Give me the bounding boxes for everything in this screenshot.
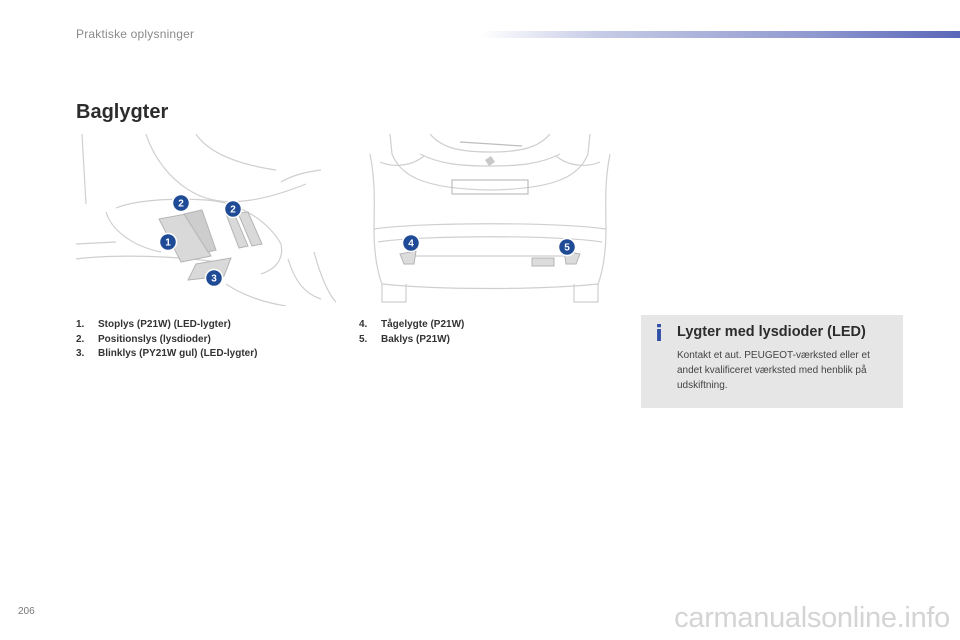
callout-5 — [559, 239, 576, 256]
list-item: 3. Blinklys (PY21W gul) (LED-lygter) — [76, 348, 258, 359]
list-item: 2. Positionslys (lysdioder) — [76, 333, 211, 345]
svg-text:2: 2 — [178, 198, 184, 210]
list-item: 5. Baklys (P21W) — [359, 333, 450, 345]
list-item: 4. Tågelygte (P21W) — [359, 319, 465, 330]
callout-2-a — [173, 195, 190, 212]
info-body: Kontakt et aut. PEUGEOT-værksted eller et andet kvalificeret værksted med henblik på udskiftning. — [677, 350, 870, 391]
info-title: Lygter med lysdioder (LED) — [677, 324, 866, 340]
list-item: 1. Stoplys (P21W) (LED-lygter) — [76, 319, 231, 330]
callout-2-b — [225, 201, 242, 218]
header-gradient-bar — [480, 31, 960, 38]
rear-lamp-closeup-illustration — [76, 134, 336, 306]
callout-4 — [403, 235, 420, 252]
callout-1 — [160, 234, 177, 251]
svg-text:2: 2 — [230, 204, 236, 216]
section-header: Praktiske oplysninger — [76, 27, 195, 41]
svg-text:1: 1 — [165, 237, 171, 249]
svg-text:5: 5 — [564, 242, 570, 254]
car-rear-view-illustration — [360, 134, 620, 306]
svg-text:3: 3 — [211, 273, 217, 285]
info-box — [641, 315, 903, 408]
callout-3 — [206, 270, 223, 287]
svg-text:4: 4 — [408, 238, 414, 250]
bulb-list-left — [76, 318, 257, 362]
page-number: 206 — [18, 606, 35, 617]
info-icon: i — [655, 322, 663, 347]
watermark: carmanualsonline.info — [674, 602, 950, 634]
page-title: Baglygter — [76, 101, 169, 123]
bulb-list-right — [359, 318, 464, 347]
